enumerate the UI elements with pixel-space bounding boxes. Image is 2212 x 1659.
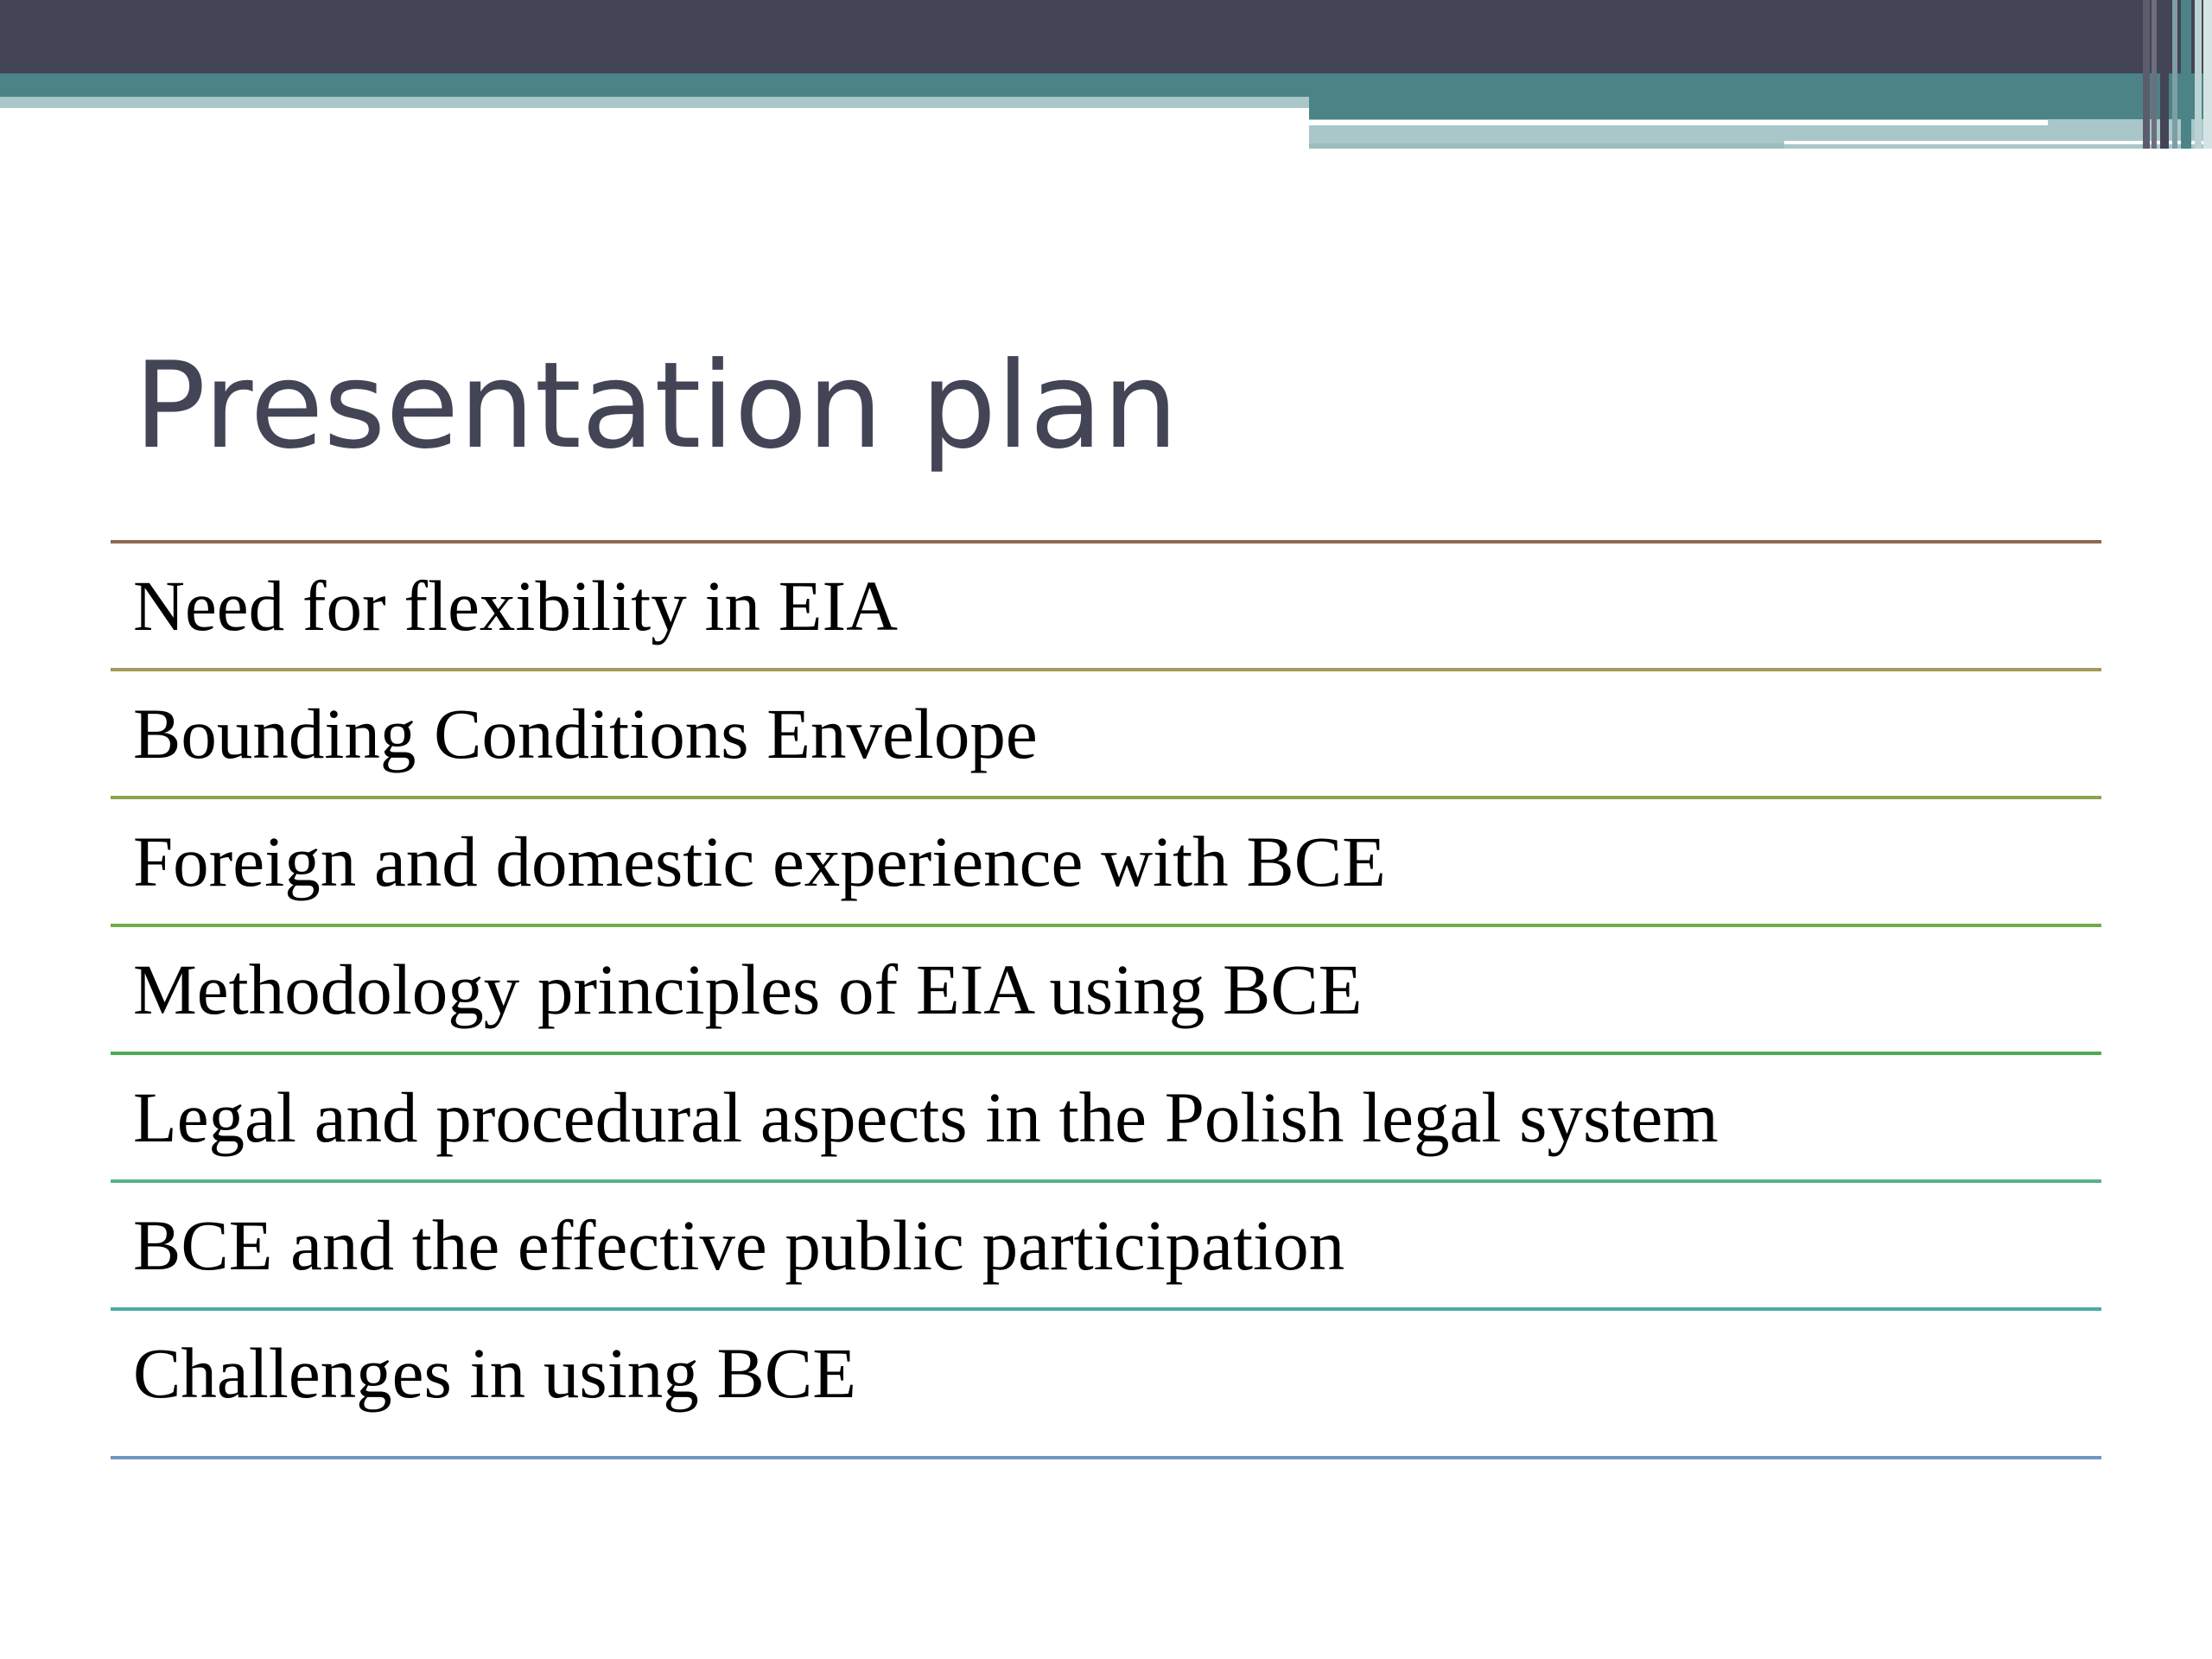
list-item: BCE and the effective public participation bbox=[111, 1179, 2101, 1307]
plan-list bbox=[111, 540, 2101, 1435]
header-stripes bbox=[2143, 0, 2212, 149]
header-accent-line bbox=[1309, 120, 2048, 125]
header-band-teal-right bbox=[1309, 97, 2212, 119]
header-band-teal bbox=[0, 73, 2212, 97]
list-item: Legal and procedural aspects in the Polish legal system bbox=[111, 1052, 2101, 1179]
list-item: Need for flexibility in EIA bbox=[111, 540, 2101, 668]
list-item: Bounding Conditions Envelope bbox=[111, 668, 2101, 796]
slide-title: Presentation plan bbox=[134, 336, 1179, 475]
list-item: Challenges in using BCE bbox=[111, 1307, 2101, 1435]
header-band-dark bbox=[0, 0, 2212, 73]
list-item: Foreign and domestic experience with BCE bbox=[111, 796, 2101, 924]
list-item: Methodology principles of EIA using BCE bbox=[111, 924, 2101, 1052]
list-bottom-divider bbox=[111, 1456, 2101, 1459]
header-band-shadow bbox=[1309, 143, 1784, 149]
header-band-light bbox=[0, 97, 1309, 108]
